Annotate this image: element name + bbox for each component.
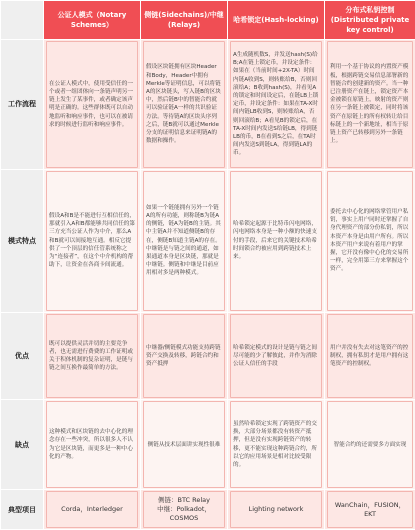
- header-sidechain: 侧链(Sidechains)/中继(Relays): [141, 1, 228, 40]
- cell-workflow-distributed: 利用一个基于协议的内置资产模板，根据跨链交易信息部署新的智能合约创建新的资产。当一种已注册资产在链上，锁定资产本金被锁在原链上，映射的资产则在另一条链上被锁定，同时将该资产在原链上的所有权转让给目标链上的一个新地址，相当于原链上资产已转移到另外一条链上。: [325, 40, 415, 170]
- header-corner: [1, 1, 44, 40]
- cell-projects-hashlock: Lighting network: [228, 490, 325, 530]
- cell-cons-distributed: 智能合约的还需要多方面实现: [325, 400, 415, 490]
- row-model: [1, 169, 415, 312]
- row-label-pros: 优点: [1, 312, 44, 400]
- cell-model-distributed: 委托去中心化的网络掌管用户私钥，事实上用户同时还掌握了自身代理资产的部分份私钥，所以本资产本身是由用户所有。所以本资产用户来说有着用户的掌握，它开没有像中心化的交易所一样，完全用第三方来掌握这个资产。: [325, 169, 415, 312]
- header-hashlock: 哈希锁定(Hash-locking): [228, 1, 325, 40]
- cell-model-sidechain: 如果一个链能拥有另外一个链A的所有功能，则称链B为链A的侧链，链A为链B的主链。其中主链A并不知道侧链B的存在，侧链B知道主链A的存在。中继链是与链之间的通道，如果通道本身是区块链，那就是中继链。侧链和中继是目前应用相对多是两种模式。: [141, 169, 228, 312]
- cell-cons-hashlock: 虽然哈希锁定实现了跨链资产的交换，大部分场景都没有转资产抵押，但是没有实现跨链资产的转移，更不能实现这种跨链合约，所以它的应用场景是相对比较受限的。: [228, 400, 325, 490]
- cell-projects-sidechain: [141, 490, 228, 530]
- projects-sidechain-line1: 侧链：BTC Relay: [157, 496, 210, 505]
- cell-projects-notary: Corda，Interledger: [44, 490, 141, 530]
- cell-workflow-notary: 在公证人模式中，使用受信任的一个或者一组团体向一条链声明另一链上发生了某事件，或者确定该声明是正确的。这些群体既可以自动地监听和响应事件，也可以在被请求的时候进行监听和响应事件。: [44, 40, 141, 170]
- row-label-model: 模式特点: [1, 169, 44, 312]
- cell-pros-sidechain: 中继器/侧链模式功能支持跨链资产交换及转移，跨链合约和资产抵押: [141, 312, 228, 400]
- row-label-workflow: 工作流程: [1, 40, 44, 170]
- cell-projects-distributed: WanChain，FUSION，EKT: [325, 490, 415, 530]
- header-row: [1, 1, 415, 40]
- row-workflow: [1, 40, 415, 170]
- cell-pros-notary: 既可以提供灵活并切的主要竞争者，也无需进行费费的工作证明或关于积体机制的复杂证明，是链与链之间互换作最简单的方法。: [44, 312, 141, 400]
- row-label-projects: 典型项目: [1, 490, 44, 530]
- cell-pros-distributed: 用户并没有失去对这笔资产的控制权，拥有私钥才是用户拥有这笔资产的控制权。: [325, 312, 415, 400]
- projects-sidechain-line2: 中继：Polkadot，COSMOS: [157, 505, 211, 523]
- cell-pros-hashlock: 哈希锁定模式的设计是链与链之间尽可能的少了解彼此，并作为消除公证人信任的手段: [228, 312, 325, 400]
- header-distributed: 分布式私钥控制(Distributed private key control): [325, 1, 415, 40]
- row-pros: [1, 312, 415, 400]
- cell-workflow-sidechain: 假设区块链拥有区块Header和Body，Header中拥有Merkle等证明信息，可以将链A的区块链头，写入链B的区块中，然后链B中的智能合约就可以验证链A一样的共识验证方法。等待链A的区块头序列之后，链B就可以通过Merkle分支的证明信息来证明链A的数据和操作。: [141, 40, 228, 170]
- row-projects: [1, 490, 415, 530]
- cell-workflow-hashlock: A生成随机数S，并发送hash(S)给B;A在链上锁定币，并设定条件：如果在（当前时间+2X-TA）时间内链A收到S，则转账给B，否则回滚给A；B收到hash(S)，并看见A的锁定和时间设定后，在链LB上锁定币，并设定条件：如果在TA-X时间内链LB收到S，则转账给A，否则回滚给B；A看见B的锁定后，在TA-X时间内发送S给链LB，得到链LB的币，B在看到S之后，在TA时间内发送S到链LA，得到链LA的币。: [228, 40, 325, 170]
- row-cons: [1, 400, 415, 490]
- row-label-cons: 缺点: [1, 400, 44, 490]
- cell-model-hashlock: 哈希锁定起源于比特币闪电网络，闪电网络本身是一种小额的快速支付的手段，后来它的关键技术哈希时间锁合约被应用到跨链技术上来。: [228, 169, 325, 312]
- cell-cons-notary: 这种模式和区块链的去中心化的理念存在一些冲突，所以很多人不认为它是区块链，而更多是一种中心化的产物。: [44, 400, 141, 490]
- cell-cons-sidechain: 侧链从技术层面讲实现性很难: [141, 400, 228, 490]
- header-notary: 公证人模式（Notary Schemes）: [44, 1, 141, 40]
- cell-model-notary: 假设A和B是不能进行互相信任的，那就引入A和B都能够共同信任的第三方充当公证人作为中介，那么A和B就可以间接地互通。相反它提供了一个顶层的信任管系统称之为“连接者”，在这个中介机构的帮助下，让资金在各商卡间流通。: [44, 169, 141, 312]
